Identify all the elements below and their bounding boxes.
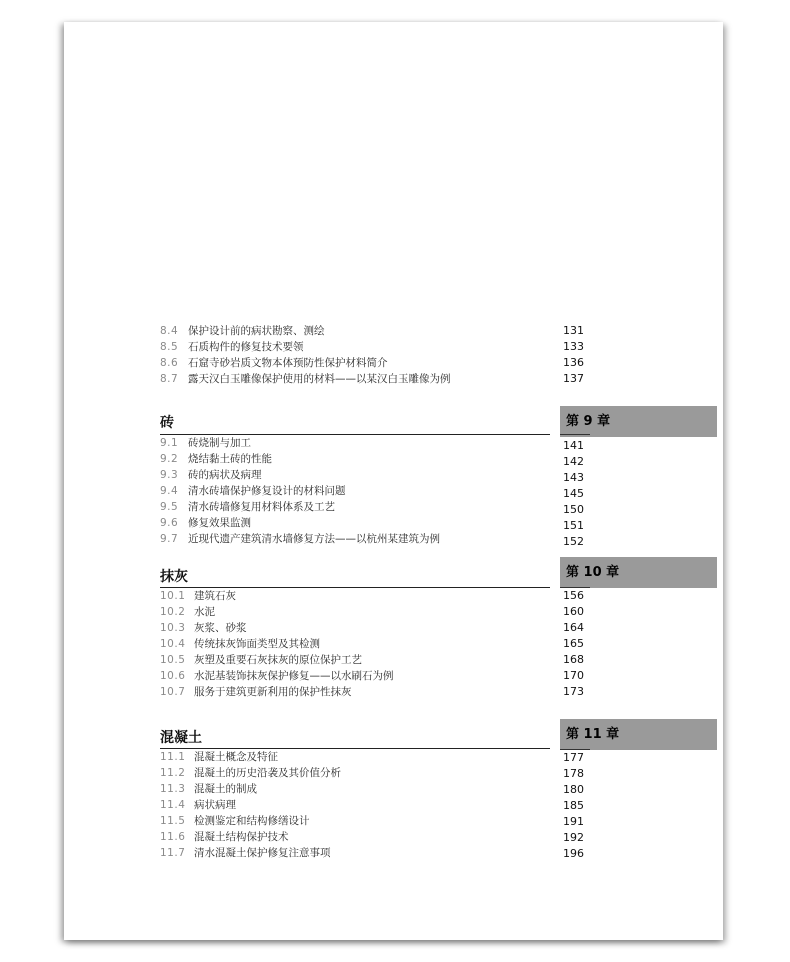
entry-title: 病状病理 <box>194 799 236 811</box>
entry-title: 烧结黏土砖的性能 <box>188 453 272 465</box>
entry-number: 9.6 <box>160 517 179 529</box>
page-number: 192 <box>563 831 584 844</box>
entry-title: 修复效果监测 <box>188 517 251 529</box>
entry-number: 9.7 <box>160 533 179 545</box>
entry-number: 10.4 <box>160 638 186 650</box>
entry-number: 10.6 <box>160 670 186 682</box>
entry-title: 建筑石灰 <box>194 590 236 602</box>
page-number: 137 <box>563 372 584 385</box>
section-title-concrete: 混凝土 <box>160 730 202 746</box>
page-number: 150 <box>563 503 584 516</box>
section-title-brick: 砖 <box>160 415 174 431</box>
entry-title: 检测鉴定和结构修缮设计 <box>194 815 310 827</box>
entry-title: 混凝土结构保护技术 <box>194 831 289 843</box>
entry-number: 11.7 <box>160 847 186 859</box>
page-number: 170 <box>563 669 584 682</box>
entry-title: 清水混凝土保护修复注意事项 <box>194 847 331 859</box>
page-number: 145 <box>563 487 584 500</box>
page-number: 151 <box>563 519 584 532</box>
entry-number: 9.3 <box>160 469 179 481</box>
page-divider <box>560 749 590 750</box>
entry-number: 10.5 <box>160 654 186 666</box>
page-number: 142 <box>563 455 584 468</box>
entry-number: 9.1 <box>160 437 179 449</box>
section-divider <box>160 587 550 588</box>
page-number: 164 <box>563 621 584 634</box>
entry-number: 11.2 <box>160 767 186 779</box>
entry-title: 灰塑及重要石灰抹灰的原位保护工艺 <box>194 654 362 666</box>
page-number: 180 <box>563 783 584 796</box>
entry-title: 砖的病状及病理 <box>188 469 262 481</box>
page-number: 141 <box>563 439 584 452</box>
entry-title: 石质构件的修复技术要领 <box>188 341 304 353</box>
entry-title: 石窟寺砂岩质文物本体预防性保护材料简介 <box>188 357 388 369</box>
chapter-bar-9: 第 9 章 <box>560 406 717 437</box>
entry-number: 9.4 <box>160 485 179 497</box>
section-divider <box>160 748 550 749</box>
entry-number: 11.4 <box>160 799 186 811</box>
chapter-bar-11: 第 11 章 <box>560 719 717 750</box>
entry-number: 10.3 <box>160 622 186 634</box>
entry-number: 11.6 <box>160 831 186 843</box>
page-divider <box>560 434 590 435</box>
page-number: 165 <box>563 637 584 650</box>
entry-title: 混凝土的制成 <box>194 783 257 795</box>
page-number: 156 <box>563 589 584 602</box>
entry-title: 灰浆、砂浆 <box>194 622 247 634</box>
entry-title: 清水砖墙修复用材料体系及工艺 <box>188 501 335 513</box>
page-number: 185 <box>563 799 584 812</box>
entry-number: 11.1 <box>160 751 186 763</box>
entry-title: 保护设计前的病状勘察、测绘 <box>188 325 325 337</box>
entry-number: 8.4 <box>160 325 179 337</box>
entry-number: 9.5 <box>160 501 179 513</box>
entry-number: 10.2 <box>160 606 186 618</box>
page-number: 177 <box>563 751 584 764</box>
page-number: 143 <box>563 471 584 484</box>
entry-number: 8.7 <box>160 373 179 385</box>
page-number: 196 <box>563 847 584 860</box>
page-number: 160 <box>563 605 584 618</box>
chapter-bar-10: 第 10 章 <box>560 557 717 588</box>
entry-number: 9.2 <box>160 453 179 465</box>
page-number: 178 <box>563 767 584 780</box>
entry-title: 混凝土概念及特征 <box>194 751 278 763</box>
entry-title: 混凝土的历史沿袭及其价值分析 <box>194 767 341 779</box>
entry-title: 传统抹灰饰面类型及其检测 <box>194 638 320 650</box>
entry-title: 水泥基装饰抹灰保护修复——以水刷石为例 <box>194 670 394 682</box>
page-number: 136 <box>563 356 584 369</box>
entry-number: 10.7 <box>160 686 186 698</box>
section-title-plaster: 抹灰 <box>160 569 188 585</box>
page-number: 173 <box>563 685 584 698</box>
entry-number: 11.5 <box>160 815 186 827</box>
entry-title: 近现代遗产建筑清水墙修复方法——以杭州某建筑为例 <box>188 533 440 545</box>
page-number: 131 <box>563 324 584 337</box>
entry-title: 清水砖墙保护修复设计的材料问题 <box>188 485 346 497</box>
entry-title: 露天汉白玉雕像保护使用的材料——以某汉白玉雕像为例 <box>188 373 451 385</box>
entry-number: 8.6 <box>160 357 179 369</box>
entry-title: 水泥 <box>194 606 215 618</box>
section-divider <box>160 434 550 435</box>
page-number: 133 <box>563 340 584 353</box>
page-number: 168 <box>563 653 584 666</box>
page-number: 152 <box>563 535 584 548</box>
page-divider <box>560 587 590 588</box>
entry-title: 砖烧制与加工 <box>188 437 251 449</box>
entry-number: 11.3 <box>160 783 186 795</box>
entry-title: 服务于建筑更新利用的保护性抹灰 <box>194 686 352 698</box>
entry-number: 8.5 <box>160 341 179 353</box>
entry-number: 10.1 <box>160 590 186 602</box>
page-number: 191 <box>563 815 584 828</box>
